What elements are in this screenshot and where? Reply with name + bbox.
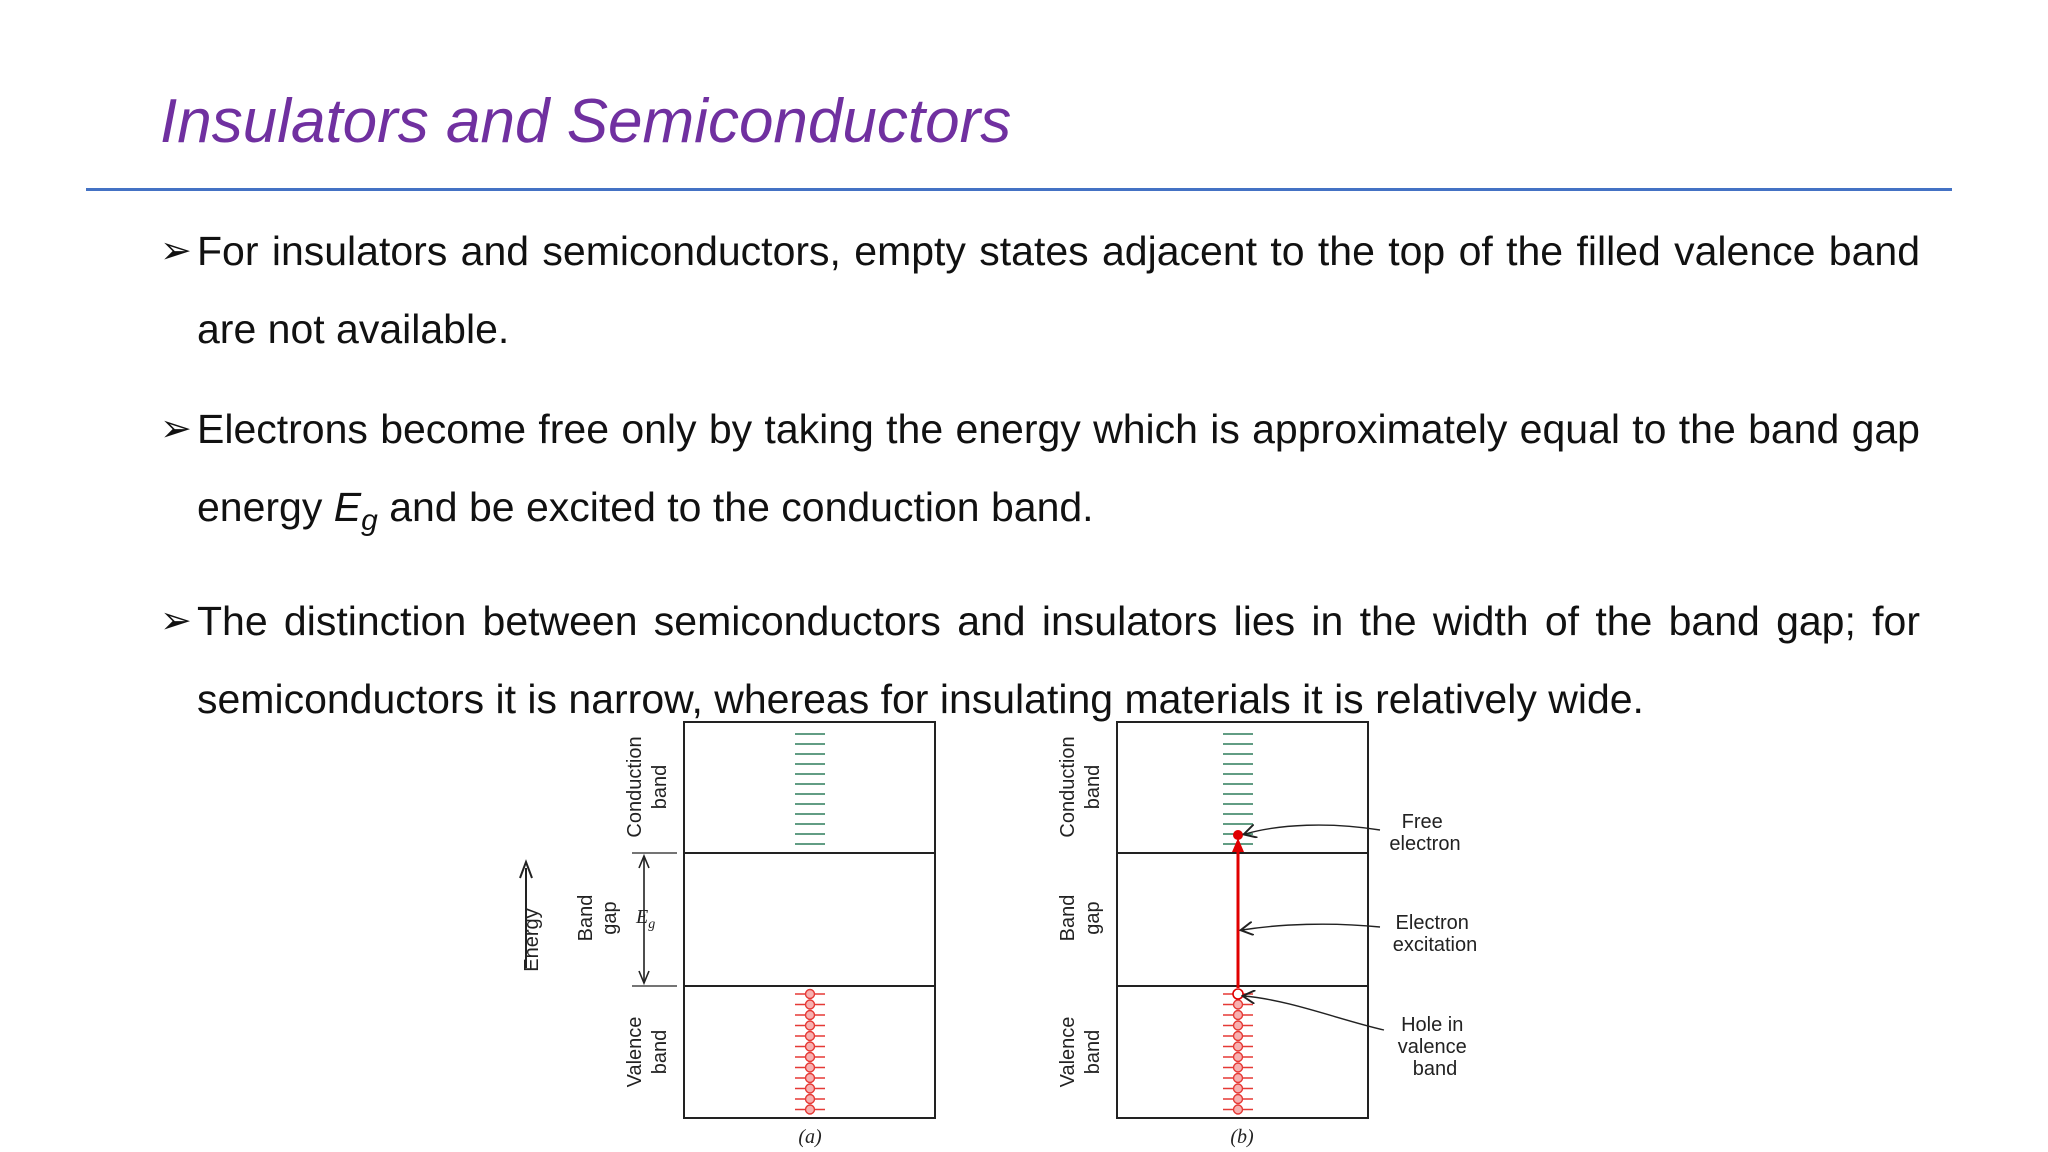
- electron-dot: [1234, 1074, 1243, 1083]
- panel-a-filled-states: [795, 990, 825, 1115]
- energy-label: Energy: [521, 908, 543, 972]
- electron-dot: [1234, 1084, 1243, 1093]
- panel-a-caption: (a): [798, 1126, 822, 1148]
- electron-dot: [806, 1074, 815, 1083]
- electron-dot: [806, 1095, 815, 1104]
- electron-excitation-label: Electron excitation: [1392, 912, 1478, 956]
- band-gap-symbol: $E_g$: [333, 484, 378, 538]
- electron-dot: [1234, 1021, 1243, 1030]
- panel-b: [1057, 722, 1477, 1148]
- bullet-item: [160, 212, 1920, 368]
- electron-dot: [806, 1042, 815, 1051]
- title-divider: [86, 188, 1952, 191]
- panel-a-valence-label-1: Valence: [624, 1016, 646, 1088]
- panel-b-gap-label-2: gap: [1082, 901, 1104, 935]
- electron-dot: [1234, 1063, 1243, 1072]
- panel-b-gap-label-1: Band: [1057, 894, 1079, 942]
- panel-a-eg-subscript: g: [648, 917, 656, 932]
- panel-b-caption: (b): [1230, 1126, 1254, 1148]
- electron-dot: [1234, 1105, 1243, 1114]
- panel-b-valence-label-1: Valence: [1057, 1016, 1079, 1088]
- free-electron-dot: [1233, 830, 1243, 840]
- electron-dot: [1234, 1042, 1243, 1051]
- slide-title: Insulators and Semiconductors: [160, 87, 1012, 156]
- electron-dot: [806, 1021, 815, 1030]
- electron-dot: [806, 1032, 815, 1041]
- bullet-list: [160, 212, 1920, 760]
- electron-dot: [806, 1011, 815, 1020]
- panel-b-conduction-label-2: band: [1082, 764, 1104, 810]
- electron-dot: [806, 1105, 815, 1114]
- panel-a-conduction-label-1: Conduction: [624, 736, 646, 838]
- electron-dot: [806, 1063, 815, 1072]
- band-gap-energy-marker: [632, 853, 677, 986]
- panel-a-gap-label-2: gap: [599, 901, 621, 935]
- bullet-arrow-icon: ➢: [160, 230, 192, 272]
- panel-a-empty-states: [795, 734, 825, 844]
- panel-b-valence-label-2: band: [1082, 1029, 1104, 1075]
- panel-a-gap-label-1: Band: [575, 894, 597, 942]
- electron-dot: [1234, 1032, 1243, 1041]
- electron-dot: [1234, 1000, 1243, 1009]
- bullet-text: Electrons become free only by taking the energy which is approximately equal to the band gap energy: [197, 406, 1920, 530]
- bullet-arrow-icon: ➢: [160, 600, 192, 643]
- band-diagram: [480, 700, 1520, 1150]
- electron-dot: [806, 1000, 815, 1009]
- bullet-text: The distinction between semiconductors and insulators lies in the width of the band gap; for semiconductors it is narrow, whereas for insulating materials it is relatively wide.: [197, 598, 1920, 723]
- panel-b-filled-states: [1223, 994, 1253, 1114]
- svg-text:Eg: [635, 906, 655, 932]
- panel-a-eg-symbol: E: [636, 906, 649, 928]
- electron-dot: [1234, 1011, 1243, 1020]
- electron-excitation-arrow: [1232, 830, 1244, 999]
- electron-dot: [806, 1053, 815, 1062]
- electron-dot: [1234, 1053, 1243, 1062]
- hole-dot: [1233, 989, 1243, 999]
- bullet-item: [160, 390, 1920, 560]
- panel-a: [575, 722, 935, 1148]
- electron-dot: [806, 990, 815, 999]
- electron-dot: [1234, 1095, 1243, 1104]
- electron-dot: [806, 1084, 815, 1093]
- energy-axis: [520, 862, 543, 972]
- panel-a-valence-label-2: band: [649, 1029, 671, 1075]
- free-electron-label: Free electron: [1389, 811, 1461, 855]
- bullet-text: For insulators and semiconductors, empty states adjacent to the top of the filled valence band are not available.: [197, 228, 1920, 352]
- bullet-arrow-icon: ➢: [160, 408, 192, 450]
- panel-b-conduction-label-1: Conduction: [1057, 736, 1079, 838]
- panel-a-conduction-label-2: band: [649, 764, 671, 810]
- bullet-text-continued: and be excited to the conduction band.: [377, 484, 1094, 530]
- panel-b-empty-states: [1223, 734, 1253, 844]
- hole-label: Hole in valence band: [1397, 1014, 1467, 1080]
